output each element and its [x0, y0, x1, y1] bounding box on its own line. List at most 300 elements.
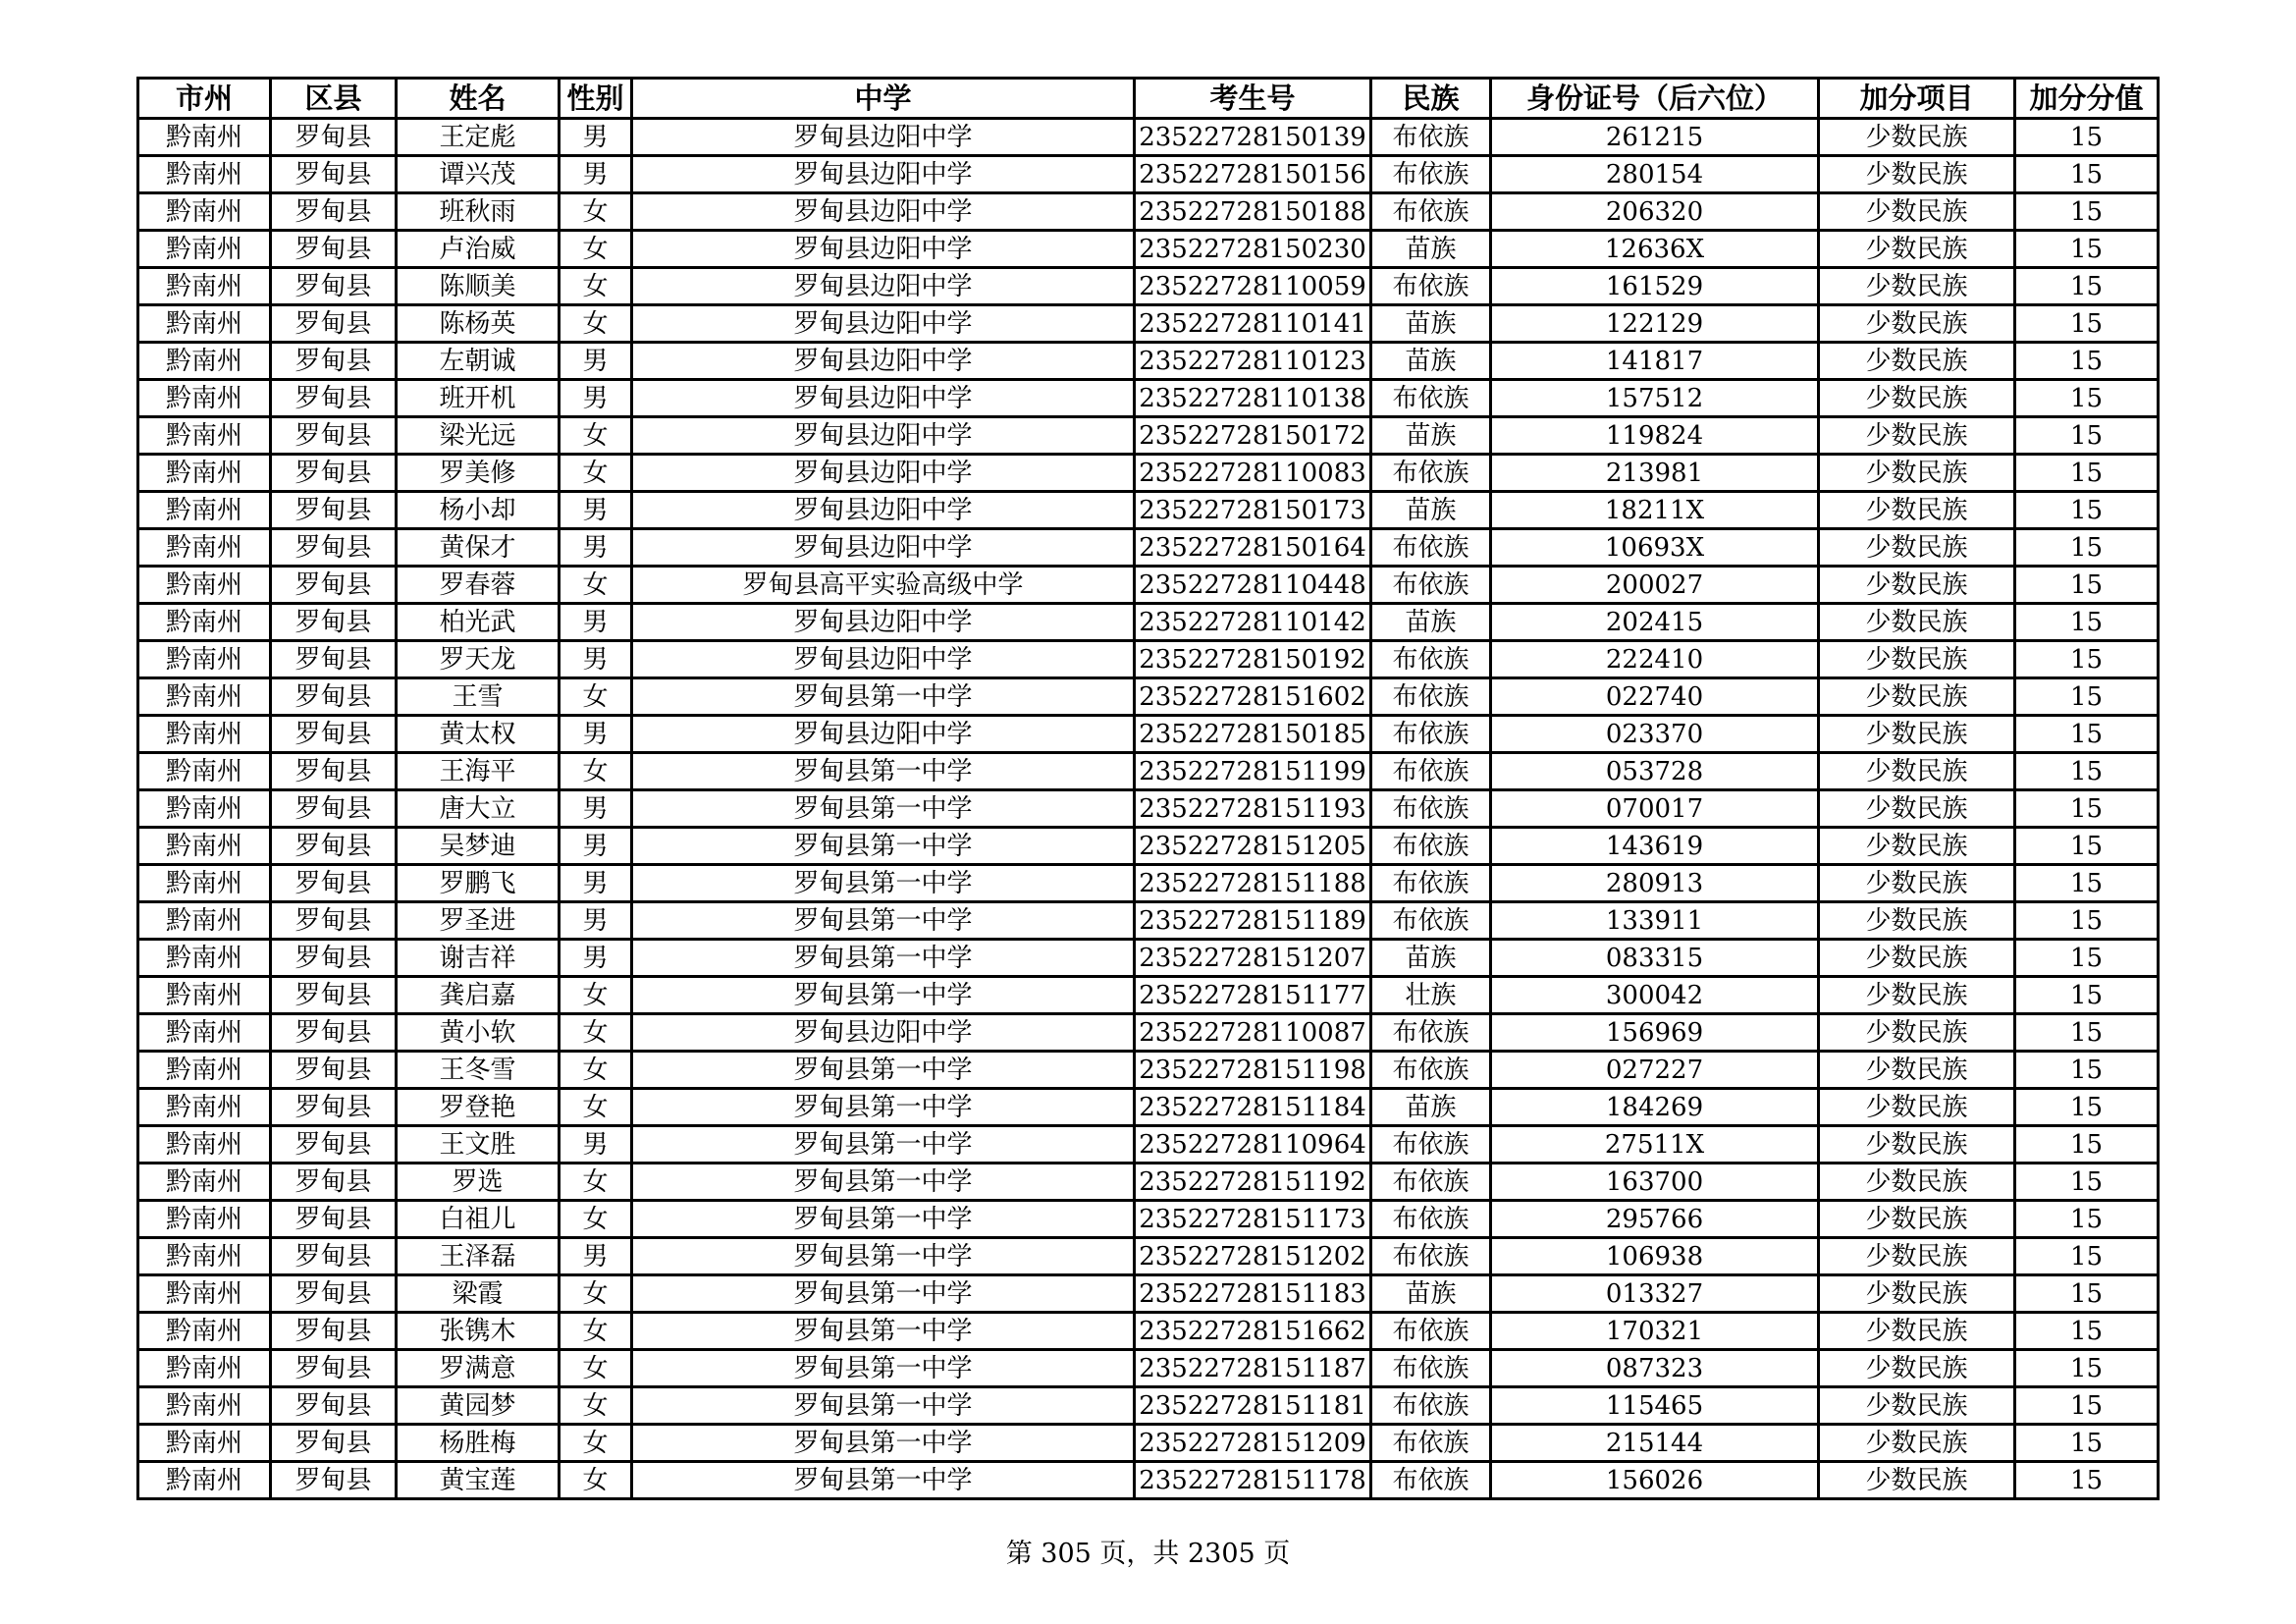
school-cell: 罗甸县第一中学	[632, 1313, 1135, 1350]
ethnicity-cell: 苗族	[1371, 343, 1491, 380]
city-cell: 黔南州	[138, 1387, 271, 1425]
table-row	[138, 268, 2159, 305]
gender-cell: 男	[560, 865, 632, 902]
id-suffix-cell: 141817	[1491, 343, 1819, 380]
bonus-item-cell: 少数民族	[1819, 716, 2015, 753]
gender-cell: 男	[560, 641, 632, 678]
ethnicity-cell: 苗族	[1371, 305, 1491, 343]
county-cell: 罗甸县	[271, 119, 397, 156]
bonus-item-cell: 少数民族	[1819, 119, 2015, 156]
city-cell: 黔南州	[138, 716, 271, 753]
exam-number-cell: 23522728110087	[1135, 1014, 1371, 1052]
city-cell: 黔南州	[138, 865, 271, 902]
table-row	[138, 231, 2159, 268]
bonus-item-cell: 少数民族	[1819, 1425, 2015, 1462]
name-cell: 王雪	[397, 678, 560, 716]
city-cell: 黔南州	[138, 1238, 271, 1275]
bonus-item-cell: 少数民族	[1819, 567, 2015, 604]
gender-cell: 男	[560, 902, 632, 940]
ethnicity-cell: 布依族	[1371, 567, 1491, 604]
name-cell: 黄太权	[397, 716, 560, 753]
table-row	[138, 902, 2159, 940]
city-cell: 黔南州	[138, 268, 271, 305]
table-row	[138, 678, 2159, 716]
name-cell: 龚启嘉	[397, 977, 560, 1014]
ethnicity-cell: 布依族	[1371, 1350, 1491, 1387]
ethnicity-cell: 苗族	[1371, 940, 1491, 977]
table-row	[138, 790, 2159, 828]
ethnicity-cell: 布依族	[1371, 1238, 1491, 1275]
name-cell: 杨小却	[397, 492, 560, 529]
bonus-score-cell: 15	[2015, 1052, 2159, 1089]
exam-number-cell: 23522728151177	[1135, 977, 1371, 1014]
bonus-score-cell: 15	[2015, 977, 2159, 1014]
exam-number-header: 考生号	[1135, 79, 1371, 119]
id-suffix-cell: 300042	[1491, 977, 1819, 1014]
school-cell: 罗甸县第一中学	[632, 828, 1135, 865]
county-cell: 罗甸县	[271, 1275, 397, 1313]
bonus-item-cell: 少数民族	[1819, 977, 2015, 1014]
name-cell: 梁霞	[397, 1275, 560, 1313]
gender-cell: 男	[560, 343, 632, 380]
table-row	[138, 977, 2159, 1014]
gender-cell: 女	[560, 268, 632, 305]
county-cell: 罗甸县	[271, 1201, 397, 1238]
ethnicity-cell: 布依族	[1371, 1126, 1491, 1164]
city-cell: 黔南州	[138, 1089, 271, 1126]
bonus-item-cell: 少数民族	[1819, 1387, 2015, 1425]
id-suffix-cell: 106938	[1491, 1238, 1819, 1275]
county-cell: 罗甸县	[271, 268, 397, 305]
exam-number-cell: 23522728151202	[1135, 1238, 1371, 1275]
ethnicity-cell: 布依族	[1371, 678, 1491, 716]
bonus-item-cell: 少数民族	[1819, 865, 2015, 902]
gender-cell: 女	[560, 567, 632, 604]
school-header: 中学	[632, 79, 1135, 119]
ethnicity-cell: 苗族	[1371, 604, 1491, 641]
name-cell: 王泽磊	[397, 1238, 560, 1275]
county-cell: 罗甸县	[271, 1126, 397, 1164]
ethnicity-cell: 布依族	[1371, 641, 1491, 678]
table-row	[138, 1014, 2159, 1052]
id-suffix-cell: 053728	[1491, 753, 1819, 790]
school-cell: 罗甸县第一中学	[632, 1275, 1135, 1313]
bonus-item-cell: 少数民族	[1819, 380, 2015, 417]
page-number-footer: 第 305 页，共 2305 页	[1005, 1539, 1291, 1569]
bonus-item-header: 加分项目	[1819, 79, 2015, 119]
id-suffix-cell: 215144	[1491, 1425, 1819, 1462]
school-cell: 罗甸县第一中学	[632, 1052, 1135, 1089]
id-suffix-cell: 157512	[1491, 380, 1819, 417]
school-cell: 罗甸县第一中学	[632, 940, 1135, 977]
school-cell: 罗甸县第一中学	[632, 1387, 1135, 1425]
table-row	[138, 940, 2159, 977]
bonus-score-cell: 15	[2015, 193, 2159, 231]
exam-number-cell: 23522728150139	[1135, 119, 1371, 156]
gender-cell: 女	[560, 231, 632, 268]
table-row	[138, 1126, 2159, 1164]
city-cell: 黔南州	[138, 1126, 271, 1164]
bonus-score-cell: 15	[2015, 1238, 2159, 1275]
school-cell: 罗甸县高平实验高级中学	[632, 567, 1135, 604]
gender-cell: 男	[560, 790, 632, 828]
bonus-score-header: 加分分值	[2015, 79, 2159, 119]
county-cell: 罗甸县	[271, 1425, 397, 1462]
exam-number-cell: 23522728150172	[1135, 417, 1371, 455]
id-suffix-cell: 206320	[1491, 193, 1819, 231]
bonus-item-cell: 少数民族	[1819, 1014, 2015, 1052]
school-cell: 罗甸县第一中学	[632, 1089, 1135, 1126]
name-cell: 唐大立	[397, 790, 560, 828]
table-row	[138, 1052, 2159, 1089]
city-cell: 黔南州	[138, 1164, 271, 1201]
table-row	[138, 604, 2159, 641]
table-row	[138, 305, 2159, 343]
exam-number-cell: 23522728150192	[1135, 641, 1371, 678]
ethnicity-cell: 布依族	[1371, 119, 1491, 156]
bonus-score-cell: 15	[2015, 1014, 2159, 1052]
bonus-item-cell: 少数民族	[1819, 231, 2015, 268]
city-cell: 黔南州	[138, 492, 271, 529]
id-suffix-header: 身份证号（后六位）	[1491, 79, 1819, 119]
header-row	[138, 79, 2159, 119]
exam-number-cell: 23522728151199	[1135, 753, 1371, 790]
bonus-item-cell: 少数民族	[1819, 1350, 2015, 1387]
bonus-score-cell: 15	[2015, 268, 2159, 305]
city-cell: 黔南州	[138, 156, 271, 193]
table-row	[138, 865, 2159, 902]
table-row	[138, 193, 2159, 231]
county-cell: 罗甸县	[271, 716, 397, 753]
table-row	[138, 1201, 2159, 1238]
school-cell: 罗甸县第一中学	[632, 790, 1135, 828]
ethnicity-cell: 布依族	[1371, 790, 1491, 828]
exam-number-cell: 23522728151189	[1135, 902, 1371, 940]
school-cell: 罗甸县第一中学	[632, 1462, 1135, 1499]
school-cell: 罗甸县第一中学	[632, 1238, 1135, 1275]
ethnicity-cell: 布依族	[1371, 828, 1491, 865]
bonus-item-cell: 少数民族	[1819, 641, 2015, 678]
city-cell: 黔南州	[138, 678, 271, 716]
school-cell: 罗甸县边阳中学	[632, 716, 1135, 753]
county-cell: 罗甸县	[271, 417, 397, 455]
bonus-score-cell: 15	[2015, 492, 2159, 529]
city-cell: 黔南州	[138, 1014, 271, 1052]
exam-number-cell: 23522728151192	[1135, 1164, 1371, 1201]
county-cell: 罗甸县	[271, 940, 397, 977]
county-cell: 罗甸县	[271, 455, 397, 492]
city-cell: 黔南州	[138, 1350, 271, 1387]
city-cell: 黔南州	[138, 977, 271, 1014]
county-cell: 罗甸县	[271, 753, 397, 790]
school-cell: 罗甸县边阳中学	[632, 193, 1135, 231]
bonus-item-cell: 少数民族	[1819, 940, 2015, 977]
county-cell: 罗甸县	[271, 828, 397, 865]
bonus-score-cell: 15	[2015, 1387, 2159, 1425]
exam-number-cell: 23522728151205	[1135, 828, 1371, 865]
exam-number-cell: 23522728151187	[1135, 1350, 1371, 1387]
table-row	[138, 1425, 2159, 1462]
gender-cell: 女	[560, 753, 632, 790]
bonus-item-cell: 少数民族	[1819, 455, 2015, 492]
city-cell: 黔南州	[138, 343, 271, 380]
bonus-score-cell: 15	[2015, 1350, 2159, 1387]
city-cell: 黔南州	[138, 193, 271, 231]
name-cell: 谢吉祥	[397, 940, 560, 977]
id-suffix-cell: 184269	[1491, 1089, 1819, 1126]
id-suffix-cell: 200027	[1491, 567, 1819, 604]
bonus-score-cell: 15	[2015, 790, 2159, 828]
gender-cell: 男	[560, 828, 632, 865]
name-cell: 罗春蓉	[397, 567, 560, 604]
county-cell: 罗甸县	[271, 1387, 397, 1425]
gender-header: 性别	[560, 79, 632, 119]
id-suffix-cell: 122129	[1491, 305, 1819, 343]
bonus-item-cell: 少数民族	[1819, 156, 2015, 193]
school-cell: 罗甸县边阳中学	[632, 417, 1135, 455]
exam-number-cell: 23522728151184	[1135, 1089, 1371, 1126]
exam-number-cell: 23522728151181	[1135, 1387, 1371, 1425]
gender-cell: 女	[560, 678, 632, 716]
bonus-score-cell: 15	[2015, 902, 2159, 940]
id-suffix-cell: 12636X	[1491, 231, 1819, 268]
bonus-score-cell: 15	[2015, 1201, 2159, 1238]
city-cell: 黔南州	[138, 790, 271, 828]
exam-number-cell: 23522728150164	[1135, 529, 1371, 567]
city-cell: 黔南州	[138, 1052, 271, 1089]
exam-number-cell: 23522728110448	[1135, 567, 1371, 604]
county-cell: 罗甸县	[271, 1052, 397, 1089]
table-row	[138, 828, 2159, 865]
id-suffix-cell: 143619	[1491, 828, 1819, 865]
id-suffix-cell: 18211X	[1491, 492, 1819, 529]
county-cell: 罗甸县	[271, 641, 397, 678]
name-cell: 罗登艳	[397, 1089, 560, 1126]
bonus-item-cell: 少数民族	[1819, 268, 2015, 305]
bonus-score-cell: 15	[2015, 156, 2159, 193]
city-cell: 黔南州	[138, 828, 271, 865]
gender-cell: 女	[560, 1014, 632, 1052]
name-cell: 罗鹏飞	[397, 865, 560, 902]
gender-cell: 女	[560, 1052, 632, 1089]
county-cell: 罗甸县	[271, 193, 397, 231]
exam-number-cell: 23522728151183	[1135, 1275, 1371, 1313]
bonus-item-cell: 少数民族	[1819, 902, 2015, 940]
city-cell: 黔南州	[138, 641, 271, 678]
ethnicity-cell: 苗族	[1371, 1275, 1491, 1313]
bonus-score-cell: 15	[2015, 865, 2159, 902]
ethnicity-header: 民族	[1371, 79, 1491, 119]
exam-number-cell: 23522728151209	[1135, 1425, 1371, 1462]
bonus-score-cell: 15	[2015, 641, 2159, 678]
gender-cell: 男	[560, 1126, 632, 1164]
gender-cell: 女	[560, 417, 632, 455]
name-cell: 柏光武	[397, 604, 560, 641]
school-cell: 罗甸县第一中学	[632, 1425, 1135, 1462]
name-cell: 黄宝莲	[397, 1462, 560, 1499]
ethnicity-cell: 壮族	[1371, 977, 1491, 1014]
ethnicity-cell: 布依族	[1371, 716, 1491, 753]
gender-cell: 女	[560, 1387, 632, 1425]
name-cell: 王冬雪	[397, 1052, 560, 1089]
city-cell: 黔南州	[138, 119, 271, 156]
table-row	[138, 716, 2159, 753]
name-cell: 王海平	[397, 753, 560, 790]
exam-number-cell: 23522728150188	[1135, 193, 1371, 231]
id-suffix-cell: 280154	[1491, 156, 1819, 193]
gender-cell: 女	[560, 1313, 632, 1350]
id-suffix-cell: 070017	[1491, 790, 1819, 828]
county-cell: 罗甸县	[271, 1462, 397, 1499]
exam-number-cell: 23522728150185	[1135, 716, 1371, 753]
school-cell: 罗甸县边阳中学	[632, 492, 1135, 529]
ethnicity-cell: 布依族	[1371, 1462, 1491, 1499]
name-cell: 罗美修	[397, 455, 560, 492]
exam-number-cell: 23522728151207	[1135, 940, 1371, 977]
exam-number-cell: 23522728151198	[1135, 1052, 1371, 1089]
exam-number-cell: 23522728151188	[1135, 865, 1371, 902]
id-suffix-cell: 133911	[1491, 902, 1819, 940]
school-cell: 罗甸县边阳中学	[632, 641, 1135, 678]
bonus-item-cell: 少数民族	[1819, 678, 2015, 716]
bonus-item-cell: 少数民族	[1819, 1164, 2015, 1201]
city-cell: 黔南州	[138, 1425, 271, 1462]
school-cell: 罗甸县第一中学	[632, 1350, 1135, 1387]
county-cell: 罗甸县	[271, 865, 397, 902]
county-cell: 罗甸县	[271, 678, 397, 716]
name-cell: 白祖儿	[397, 1201, 560, 1238]
name-cell: 罗选	[397, 1164, 560, 1201]
gender-cell: 女	[560, 1425, 632, 1462]
name-cell: 罗天龙	[397, 641, 560, 678]
id-suffix-cell: 261215	[1491, 119, 1819, 156]
ethnicity-cell: 布依族	[1371, 1313, 1491, 1350]
county-header: 区县	[271, 79, 397, 119]
exam-number-cell: 23522728110138	[1135, 380, 1371, 417]
county-cell: 罗甸县	[271, 343, 397, 380]
county-cell: 罗甸县	[271, 305, 397, 343]
city-cell: 黔南州	[138, 1462, 271, 1499]
bonus-score-cell: 15	[2015, 380, 2159, 417]
table-row	[138, 1350, 2159, 1387]
name-cell: 卢治威	[397, 231, 560, 268]
city-cell: 黔南州	[138, 1201, 271, 1238]
exam-number-cell: 23522728110123	[1135, 343, 1371, 380]
school-cell: 罗甸县第一中学	[632, 977, 1135, 1014]
name-cell: 左朝诚	[397, 343, 560, 380]
gender-cell: 男	[560, 604, 632, 641]
city-cell: 黔南州	[138, 417, 271, 455]
name-cell: 吴梦迪	[397, 828, 560, 865]
bonus-score-cell: 15	[2015, 1425, 2159, 1462]
table-row	[138, 1275, 2159, 1313]
gender-cell: 男	[560, 940, 632, 977]
id-suffix-cell: 222410	[1491, 641, 1819, 678]
school-cell: 罗甸县边阳中学	[632, 156, 1135, 193]
name-cell: 张镌木	[397, 1313, 560, 1350]
bonus-item-cell: 少数民族	[1819, 753, 2015, 790]
county-cell: 罗甸县	[271, 1350, 397, 1387]
table-row	[138, 492, 2159, 529]
table-row	[138, 1238, 2159, 1275]
table-row	[138, 380, 2159, 417]
table-body	[138, 119, 2159, 1499]
city-cell: 黔南州	[138, 604, 271, 641]
gender-cell: 女	[560, 1089, 632, 1126]
table-row	[138, 119, 2159, 156]
exam-number-cell: 23522728150230	[1135, 231, 1371, 268]
ethnicity-cell: 布依族	[1371, 753, 1491, 790]
id-suffix-cell: 170321	[1491, 1313, 1819, 1350]
gender-cell: 男	[560, 492, 632, 529]
ethnicity-cell: 布依族	[1371, 1052, 1491, 1089]
bonus-score-cell: 15	[2015, 1275, 2159, 1313]
bonus-points-table	[136, 77, 2160, 1500]
ethnicity-cell: 苗族	[1371, 1089, 1491, 1126]
bonus-score-cell: 15	[2015, 529, 2159, 567]
school-cell: 罗甸县边阳中学	[632, 231, 1135, 268]
table-row	[138, 455, 2159, 492]
bonus-score-cell: 15	[2015, 1126, 2159, 1164]
county-cell: 罗甸县	[271, 1089, 397, 1126]
city-cell: 黔南州	[138, 529, 271, 567]
id-suffix-cell: 119824	[1491, 417, 1819, 455]
gender-cell: 女	[560, 193, 632, 231]
gender-cell: 女	[560, 305, 632, 343]
gender-cell: 男	[560, 119, 632, 156]
table-row	[138, 1164, 2159, 1201]
gender-cell: 男	[560, 156, 632, 193]
bonus-score-cell: 15	[2015, 716, 2159, 753]
exam-number-cell: 23522728110142	[1135, 604, 1371, 641]
exam-number-cell: 23522728151173	[1135, 1201, 1371, 1238]
table-row	[138, 1387, 2159, 1425]
name-header: 姓名	[397, 79, 560, 119]
gender-cell: 女	[560, 1462, 632, 1499]
id-suffix-cell: 213981	[1491, 455, 1819, 492]
city-cell: 黔南州	[138, 380, 271, 417]
bonus-item-cell: 少数民族	[1819, 529, 2015, 567]
ethnicity-cell: 布依族	[1371, 156, 1491, 193]
school-cell: 罗甸县边阳中学	[632, 343, 1135, 380]
id-suffix-cell: 156969	[1491, 1014, 1819, 1052]
exam-number-cell: 23522728110083	[1135, 455, 1371, 492]
school-cell: 罗甸县第一中学	[632, 1126, 1135, 1164]
gender-cell: 女	[560, 455, 632, 492]
name-cell: 罗满意	[397, 1350, 560, 1387]
bonus-score-cell: 15	[2015, 753, 2159, 790]
school-cell: 罗甸县第一中学	[632, 678, 1135, 716]
county-cell: 罗甸县	[271, 1238, 397, 1275]
school-cell: 罗甸县边阳中学	[632, 529, 1135, 567]
id-suffix-cell: 013327	[1491, 1275, 1819, 1313]
bonus-item-cell: 少数民族	[1819, 1052, 2015, 1089]
school-cell: 罗甸县第一中学	[632, 902, 1135, 940]
county-cell: 罗甸县	[271, 529, 397, 567]
bonus-score-cell: 15	[2015, 119, 2159, 156]
ethnicity-cell: 布依族	[1371, 1387, 1491, 1425]
gender-cell: 女	[560, 1164, 632, 1201]
bonus-item-cell: 少数民族	[1819, 1313, 2015, 1350]
bonus-item-cell: 少数民族	[1819, 417, 2015, 455]
id-suffix-cell: 280913	[1491, 865, 1819, 902]
ethnicity-cell: 布依族	[1371, 865, 1491, 902]
bonus-score-cell: 15	[2015, 1313, 2159, 1350]
county-cell: 罗甸县	[271, 1313, 397, 1350]
bonus-score-cell: 15	[2015, 1462, 2159, 1499]
bonus-score-cell: 15	[2015, 231, 2159, 268]
bonus-item-cell: 少数民族	[1819, 1126, 2015, 1164]
